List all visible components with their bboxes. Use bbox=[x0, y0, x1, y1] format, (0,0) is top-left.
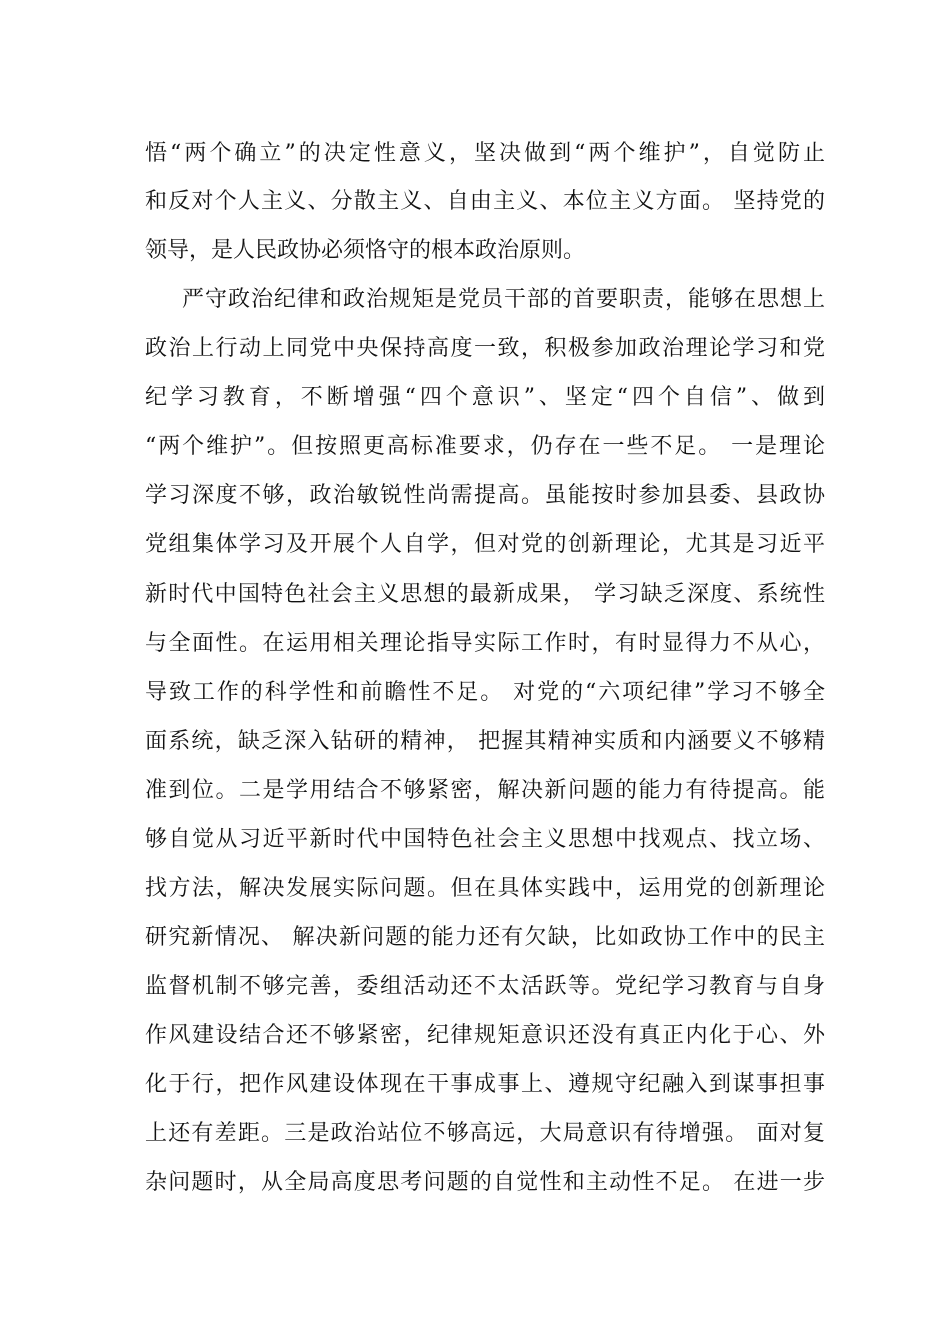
text-line: 上还有差距。三是政治站位不够高远，大局意识有待增强。 面对复 bbox=[145, 1121, 825, 1146]
text-line: 找方法，解决发展实际问题。但在具体实践中，运用党的创新理论 bbox=[145, 876, 825, 901]
text-line: 纪学习教育，不断增强“四个意识”、坚定“四个自信”、做到 bbox=[145, 385, 825, 410]
text-line: 政治上行动上同党中央保持高度一致，积极参加政治理论学习和党 bbox=[145, 336, 825, 361]
text-line: 监督机制不够完善，委组活动还不太活跃等。党纪学习教育与自身 bbox=[145, 974, 825, 999]
text-line: 领导，是人民政协必须恪守的根本政治原则。 bbox=[145, 238, 586, 263]
text-line: 新时代中国特色社会主义思想的最新成果， 学习缺乏深度、系统性 bbox=[145, 582, 825, 607]
text-line: “两个维护”。但按照更高标准要求，仍存在一些不足。 一是理论 bbox=[145, 434, 825, 459]
text-line: 作风建设结合还不够紧密，纪律规矩意识还没有真正内化于心、外 bbox=[145, 1023, 825, 1048]
text-line: 导致工作的科学性和前瞻性不足。 对党的“六项纪律”学习不够全 bbox=[145, 680, 825, 705]
text-line: 化于行，把作风建设体现在干事成事上、遵规守纪融入到谋事担事 bbox=[145, 1072, 825, 1097]
text-line: 研究新情况、 解决新问题的能力还有欠缺，比如政协工作中的民主 bbox=[145, 925, 825, 950]
text-line: 悟“两个确立”的决定性意义，坚决做到“两个维护”，自觉防止 bbox=[145, 141, 825, 166]
text-line: 与全面性。在运用相关理论指导实际工作时，有时显得力不从心， bbox=[145, 631, 825, 656]
text-line: 面系统，缺乏深入钻研的精神， 把握其精神实质和内涵要义不够精 bbox=[145, 729, 825, 754]
paragraph-first-line: 严守政治纪律和政治规矩是党员干部的首要职责，能够在思想上 bbox=[182, 287, 825, 312]
text-line: 杂问题时，从全局高度思考问题的自觉性和主动性不足。 在进一步 bbox=[145, 1170, 825, 1195]
text-line: 够自觉从习近平新时代中国特色社会主义思想中找观点、找立场、 bbox=[145, 827, 825, 852]
text-line: 和反对个人主义、分散主义、自由主义、本位主义方面。 坚持党的 bbox=[145, 189, 825, 214]
text-line: 准到位。二是学用结合不够紧密，解决新问题的能力有待提高。能 bbox=[145, 778, 825, 803]
text-line: 学习深度不够，政治敏锐性尚需提高。虽能按时参加县委、县政协 bbox=[145, 483, 825, 508]
text-line: 党组集体学习及开展个人自学，但对党的创新理论，尤其是习近平 bbox=[145, 532, 825, 557]
